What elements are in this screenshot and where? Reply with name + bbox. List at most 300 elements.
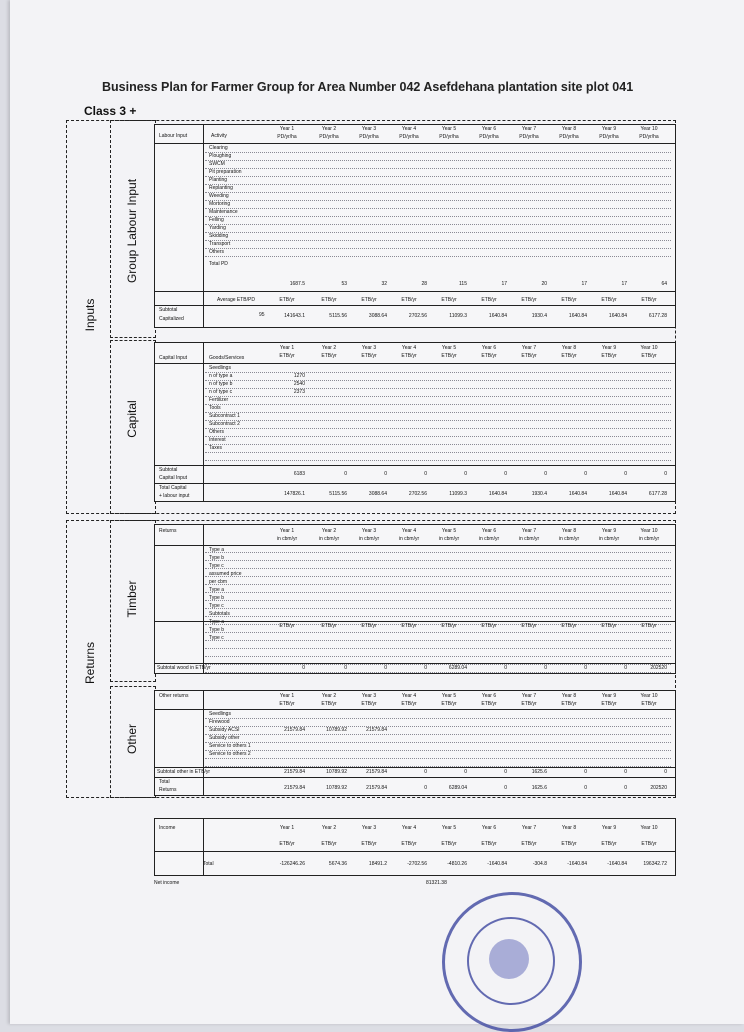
cell-value: 0 — [624, 665, 627, 671]
row-line — [205, 561, 671, 569]
activity-label: Others — [209, 249, 225, 255]
row-line — [205, 241, 671, 249]
unit-header: ETB/yr — [641, 353, 657, 359]
avg-unit: ETB/yr — [361, 297, 377, 303]
cell-value: 0 — [584, 665, 587, 671]
year-header: Year 2 — [321, 528, 337, 534]
other-item: Service to others 1 — [209, 743, 251, 749]
timber-item: Type a — [209, 587, 225, 593]
year-header: Year 9 — [601, 126, 617, 132]
subtotal-unit: ETB/yr — [561, 623, 577, 629]
unit-header: PD/yr/ha — [519, 134, 539, 140]
year-header: Year 6 — [481, 693, 497, 699]
row-line — [205, 413, 671, 421]
cell-value: 6289.04 — [448, 785, 467, 791]
unit-header: ETB/yr — [561, 701, 577, 707]
seedling-value: 2373 — [293, 389, 305, 395]
cell-value: 5674.36 — [328, 861, 347, 867]
cell-value: 32 — [381, 281, 387, 287]
row-line — [205, 759, 671, 767]
other-label: Other — [125, 724, 139, 755]
year-header: Year 5 — [441, 126, 457, 132]
total-capital-label: Total Capital — [159, 485, 187, 491]
income-total-label: Total — [203, 861, 214, 867]
unit-header: ETB/yr — [441, 841, 457, 847]
class-label: Class 3 + — [84, 104, 137, 118]
other-item: Subsidy ACSI — [209, 727, 240, 733]
unit-header: ETB/yr — [441, 701, 457, 707]
timber-item: Type b — [209, 595, 225, 601]
year-header: Year 6 — [481, 528, 497, 534]
year-header: Year 5 — [441, 528, 457, 534]
other-item: Seedlings — [209, 711, 231, 717]
unit-header: PD/yr/ha — [439, 134, 459, 140]
row-line — [205, 601, 671, 609]
year-header: Year 6 — [481, 825, 497, 831]
unit-header: in cbm/yr — [276, 536, 298, 542]
year-header: Year 3 — [361, 528, 377, 534]
row-line — [205, 217, 671, 225]
avg-unit: ETB/yr — [401, 297, 417, 303]
other-item: Service to others 2 — [209, 751, 251, 757]
unit-header: in cbm/yr — [358, 536, 380, 542]
unit-header: ETB/yr — [321, 353, 337, 359]
cell-value: 6177.28 — [648, 491, 667, 497]
unit-header: in cbm/yr — [638, 536, 660, 542]
row-line — [205, 445, 671, 453]
year-header: Year 8 — [561, 345, 577, 351]
cell-value: 2702.56 — [408, 313, 427, 319]
income-header: Income — [159, 825, 176, 831]
unit-header: ETB/yr — [321, 841, 337, 847]
page-title: Business Plan for Farmer Group for Area Number 042 Asefdehana plantation site plot 041 — [102, 80, 634, 94]
subtotal-unit: ETB/yr — [521, 623, 537, 629]
other-item: Firewood — [209, 719, 230, 725]
row-line — [205, 593, 671, 601]
row-line — [205, 577, 671, 585]
unit-header: in cbm/yr — [438, 536, 460, 542]
row-line — [205, 429, 671, 437]
other-column-rule — [203, 691, 204, 795]
unit-header: PD/yr/ha — [319, 134, 339, 140]
cell-value: 1625.6 — [531, 785, 547, 791]
cell-value: 3088.64 — [368, 491, 387, 497]
avg-unit: ETB/yr — [279, 297, 295, 303]
cell-value: 21579.84 — [284, 785, 305, 791]
cell-value: -2702.56 — [407, 861, 427, 867]
avg-unit: ETB/yr — [441, 297, 457, 303]
row-line — [205, 397, 671, 405]
row-line — [205, 209, 671, 217]
year-header: Year 5 — [441, 345, 457, 351]
year-header: Year 7 — [521, 528, 537, 534]
unit-header: ETB/yr — [361, 353, 377, 359]
row-line — [205, 735, 671, 743]
unit-header: ETB/yr — [481, 841, 497, 847]
other-item: Subsidy other — [209, 735, 240, 741]
row-line — [205, 233, 671, 241]
timber-item: Type c — [209, 603, 224, 609]
capital-item: Others — [209, 429, 225, 435]
capital-item: Seedlings — [209, 365, 231, 371]
unit-header: PD/yr/ha — [639, 134, 659, 140]
timber-item: assumed price — [209, 571, 242, 577]
cell-value: 0 — [384, 665, 387, 671]
capital-item: Interest — [209, 437, 226, 443]
year-header: Year 3 — [361, 345, 377, 351]
average-value: 95 — [259, 312, 265, 318]
unit-header: ETB/yr — [601, 353, 617, 359]
cell-value: 1640.84 — [488, 313, 507, 319]
year-header: Year 4 — [401, 345, 417, 351]
avg-rule — [155, 305, 675, 306]
unit-header: PD/yr/ha — [559, 134, 579, 140]
cell-value: 11099.3 — [449, 313, 467, 319]
cell-value: -1640.84 — [607, 861, 627, 867]
capital-label: Capital — [125, 400, 139, 438]
subtotal-unit: ETB/yr — [321, 623, 337, 629]
avg-unit: ETB/yr — [321, 297, 337, 303]
timber-item: Type b — [209, 627, 225, 633]
cell-value: 1687.5 — [289, 281, 305, 287]
other-header-rule — [155, 709, 675, 710]
cell-value: 1640.84 — [568, 491, 587, 497]
cell-value: 6183 — [293, 471, 305, 477]
cell-value: 0 — [664, 769, 667, 775]
year-header: Year 1 — [279, 528, 295, 534]
returns-label-row: Returns — [159, 787, 177, 793]
net-income-label: Net income — [154, 880, 180, 886]
unit-header: in cbm/yr — [398, 536, 420, 542]
subsidy-acsi-value: 21579.84 — [284, 727, 305, 733]
year-header: Year 10 — [640, 693, 658, 699]
unit-header: ETB/yr — [361, 701, 377, 707]
year-header: Year 7 — [521, 825, 537, 831]
unit-header: ETB/yr — [401, 353, 417, 359]
avg-unit: ETB/yr — [641, 297, 657, 303]
stamp-emblem — [489, 939, 529, 979]
cell-value: 3088.64 — [368, 313, 387, 319]
wood-subtotal-label: Subtotal wood in ETB/yr — [157, 665, 211, 671]
cell-value: -126246.26 — [279, 861, 305, 867]
row-line — [205, 193, 671, 201]
cell-value: 0 — [624, 471, 627, 477]
subtotal-unit: ETB/yr — [401, 623, 417, 629]
subtotal-unit: ETB/yr — [279, 623, 295, 629]
timber-label: Timber — [125, 580, 139, 618]
cap-column-rule — [203, 343, 204, 501]
official-stamp — [442, 892, 582, 1032]
average-etb-label: Average ETB/PD — [217, 297, 255, 303]
unit-header: in cbm/yr — [478, 536, 500, 542]
cell-value: 6177.28 — [648, 313, 667, 319]
income-rule — [155, 851, 675, 852]
year-header: Year 9 — [601, 528, 617, 534]
total-label: Total — [159, 779, 170, 785]
timber-item: Type c — [209, 563, 224, 569]
cap-subtotal-label: Subtotal — [159, 467, 178, 473]
timber-item: Type b — [209, 555, 225, 561]
unit-header: ETB/yr — [279, 841, 295, 847]
cell-value: 0 — [624, 769, 627, 775]
row-line — [205, 585, 671, 593]
cell-value: 6289.04 — [448, 665, 467, 671]
seedling-value: 1270 — [293, 373, 305, 379]
cell-value: -1640.84 — [567, 861, 587, 867]
subsidy-acsi-value: 21579.84 — [366, 727, 387, 733]
row-line — [205, 201, 671, 209]
cell-value: 1640.84 — [488, 491, 507, 497]
group-labour-label: Group Labour Input — [125, 178, 139, 284]
timber-item: Type c — [209, 635, 224, 641]
labour-input-header: Labour Input — [159, 133, 188, 139]
cell-value: 20 — [541, 281, 547, 287]
row-line — [205, 249, 671, 257]
cell-value: 18491.2 — [368, 861, 387, 867]
year-header: Year 10 — [640, 825, 658, 831]
activity-label: Skidding — [209, 233, 229, 239]
cell-value: 0 — [584, 785, 587, 791]
unit-header: in cbm/yr — [518, 536, 540, 542]
other-subtotal-rule — [155, 767, 675, 768]
cell-value: 64 — [661, 281, 667, 287]
cell-value: 1640.84 — [568, 313, 587, 319]
avg-unit: ETB/yr — [601, 297, 617, 303]
year-header: Year 6 — [481, 126, 497, 132]
row-line — [205, 609, 671, 617]
activity-label: Ploughing — [209, 153, 232, 159]
activity-label: Planting — [209, 177, 228, 183]
subtotal-unit: ETB/yr — [481, 623, 497, 629]
cell-value: 1930.4 — [531, 491, 547, 497]
unit-header: ETB/yr — [601, 841, 617, 847]
capital-item: n of type c — [209, 389, 233, 395]
row-line — [205, 649, 671, 657]
activity-label: Pit preparation — [209, 169, 242, 175]
cell-value: 196342.72 — [643, 861, 667, 867]
row-line — [205, 437, 671, 445]
returns-header: Returns — [159, 528, 177, 534]
cell-value: 0 — [544, 665, 547, 671]
unit-header: ETB/yr — [481, 353, 497, 359]
capital-item: n of type b — [209, 381, 233, 387]
year-header: Year 3 — [361, 693, 377, 699]
cell-value: 1640.84 — [608, 313, 627, 319]
other-returns-table — [154, 690, 676, 796]
unit-header: ETB/yr — [641, 841, 657, 847]
year-header: Year 1 — [279, 693, 295, 699]
year-header: Year 7 — [521, 693, 537, 699]
inputs-label: Inputs — [83, 298, 97, 332]
year-header: Year 10 — [640, 345, 658, 351]
cell-value: 0 — [302, 665, 305, 671]
year-header: Year 8 — [561, 693, 577, 699]
unit-header: ETB/yr — [601, 701, 617, 707]
activity-label: Weeding — [209, 193, 229, 199]
activity-label: Maintenance — [209, 209, 238, 215]
cell-value: 0 — [344, 471, 347, 477]
capital-item: Subcontract 1 — [209, 413, 240, 419]
capital-item: Subcontract 2 — [209, 421, 240, 427]
activity-label: Replanting — [209, 185, 233, 191]
avg-unit: ETB/yr — [561, 297, 577, 303]
year-header: Year 4 — [401, 825, 417, 831]
cell-value: 21579.84 — [366, 769, 387, 775]
year-header: Year 2 — [321, 345, 337, 351]
timber-column-rule — [203, 525, 204, 673]
row-line — [205, 421, 671, 429]
year-header: Year 6 — [481, 345, 497, 351]
capital-item: n of type a — [209, 373, 233, 379]
unit-header: ETB/yr — [481, 701, 497, 707]
other-returns-header: Other returns — [159, 693, 189, 699]
cell-value: 0 — [624, 785, 627, 791]
avg-unit: ETB/yr — [481, 297, 497, 303]
cell-value: 0 — [464, 471, 467, 477]
stamp-inner-ring — [467, 917, 555, 1005]
year-header: Year 1 — [279, 345, 295, 351]
row-line — [205, 225, 671, 233]
year-header: Year 1 — [279, 825, 295, 831]
net-income-value: 81321.38 — [426, 880, 447, 886]
row-line — [205, 365, 671, 373]
unit-header: ETB/yr — [561, 841, 577, 847]
year-header: Year 10 — [640, 126, 658, 132]
subtotal-unit: ETB/yr — [601, 623, 617, 629]
unit-header: PD/yr/ha — [599, 134, 619, 140]
activity-label: SWCM — [209, 161, 225, 167]
cell-value: -4810.26 — [447, 861, 467, 867]
cell-value: 10789.92 — [326, 785, 347, 791]
cell-value: 0 — [584, 471, 587, 477]
unit-header: ETB/yr — [521, 701, 537, 707]
cell-value: 5115.56 — [329, 313, 347, 319]
cell-value: -304.8 — [532, 861, 547, 867]
unit-header: PD/yr/ha — [479, 134, 499, 140]
year-header: Year 3 — [361, 126, 377, 132]
cell-value: 5115.56 — [329, 491, 347, 497]
year-header: Year 7 — [521, 126, 537, 132]
cell-value: 1625.6 — [531, 769, 547, 775]
goods-services-header: Goods/Services — [209, 355, 245, 361]
year-header: Year 8 — [561, 126, 577, 132]
year-header: Year 7 — [521, 345, 537, 351]
avg-unit: ETB/yr — [521, 297, 537, 303]
row-line — [205, 641, 671, 649]
row-line — [205, 569, 671, 577]
unit-header: PD/yr/ha — [359, 134, 379, 140]
unit-header: ETB/yr — [279, 701, 295, 707]
row-line — [205, 405, 671, 413]
cell-value: 0 — [544, 471, 547, 477]
row-line — [205, 169, 671, 177]
subtotal-label: Subtotal — [159, 307, 178, 313]
cell-value: 0 — [344, 665, 347, 671]
other-subtotal-label: Subtotal other in ETB/yr — [157, 769, 211, 775]
year-header: Year 5 — [441, 825, 457, 831]
cell-value: 0 — [584, 769, 587, 775]
year-header: Year 9 — [601, 345, 617, 351]
row-line — [205, 145, 671, 153]
row-line — [205, 657, 671, 665]
cell-value: 0 — [424, 785, 427, 791]
cell-value: 141643.1 — [284, 313, 305, 319]
cell-value: 11099.3 — [449, 491, 467, 497]
cell-value: 1640.84 — [608, 491, 627, 497]
cell-value: 0 — [504, 665, 507, 671]
subtotal-unit: ETB/yr — [441, 623, 457, 629]
cell-value: 0 — [424, 471, 427, 477]
year-header: Year 9 — [601, 825, 617, 831]
row-line — [205, 719, 671, 727]
unit-header: ETB/yr — [401, 841, 417, 847]
unit-header: ETB/yr — [561, 353, 577, 359]
cell-value: 21579.84 — [284, 769, 305, 775]
cell-value: 1930.4 — [531, 313, 547, 319]
cell-value: 202520 — [650, 665, 667, 671]
unit-header: PD/yr/ha — [277, 134, 297, 140]
row-line — [205, 453, 671, 461]
year-header: Year 5 — [441, 693, 457, 699]
cell-value: 28 — [421, 281, 427, 287]
cell-value: -1640.84 — [487, 861, 507, 867]
unit-header: ETB/yr — [321, 701, 337, 707]
document-page — [10, 0, 744, 1024]
cap-subtotal-label2: Capital Input — [159, 475, 188, 481]
cap-header-rule — [155, 363, 675, 364]
activity-label: Felling — [209, 217, 224, 223]
cell-value: 0 — [664, 471, 667, 477]
unit-header: ETB/yr — [641, 701, 657, 707]
income-table — [154, 818, 676, 876]
cell-value: 0 — [384, 471, 387, 477]
activity-label: Total PD — [209, 261, 228, 267]
year-header: Year 4 — [401, 693, 417, 699]
header-rule — [155, 143, 675, 144]
returns-label: Returns — [83, 641, 97, 685]
cell-value: 10789.92 — [326, 769, 347, 775]
cap-subtotal-rule — [155, 465, 675, 466]
unit-header: ETB/yr — [401, 701, 417, 707]
timber-item: Type a — [209, 619, 225, 625]
year-header: Year 8 — [561, 528, 577, 534]
cell-value: 0 — [504, 769, 507, 775]
row-line — [205, 161, 671, 169]
activity-label: Transport — [209, 241, 231, 247]
unit-header: in cbm/yr — [318, 536, 340, 542]
other-total-rule — [155, 777, 675, 778]
year-header: Year 10 — [640, 528, 658, 534]
year-header: Year 1 — [279, 126, 295, 132]
year-header: Year 4 — [401, 528, 417, 534]
unit-header: PD/yr/ha — [399, 134, 419, 140]
capital-item: Taxes — [209, 445, 223, 451]
unit-header: ETB/yr — [441, 353, 457, 359]
row-line — [205, 553, 671, 561]
labour-table — [154, 124, 676, 328]
year-header: Year 9 — [601, 693, 617, 699]
unit-header: ETB/yr — [279, 353, 295, 359]
row-line — [205, 711, 671, 719]
row-line — [205, 185, 671, 193]
cell-value: 2702.56 — [408, 491, 427, 497]
row-line — [205, 545, 671, 553]
activity-header: Activity — [211, 133, 227, 139]
activity-label: Mortoring — [209, 201, 231, 207]
subtotal-unit: ETB/yr — [641, 623, 657, 629]
activity-label: Yarding — [209, 225, 226, 231]
unit-header: in cbm/yr — [598, 536, 620, 542]
